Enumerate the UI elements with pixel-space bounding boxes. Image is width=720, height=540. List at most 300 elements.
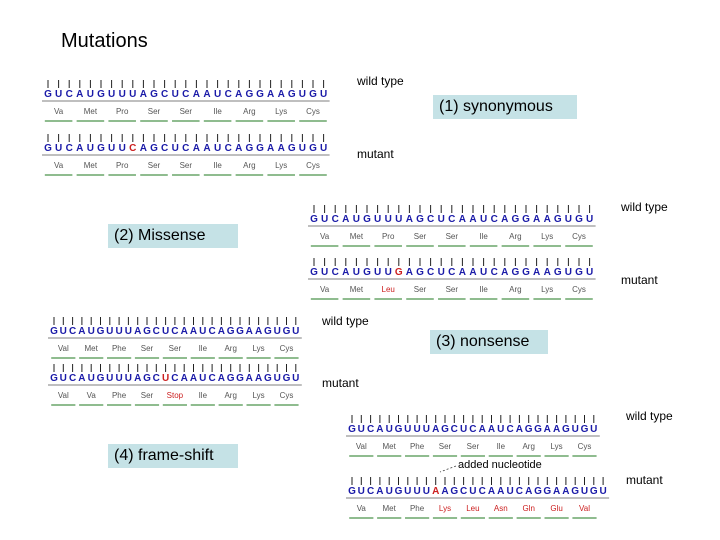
nonsense-wild-amino-acid: Lys (252, 344, 265, 353)
frameshift-mutant-amino-acid: Met (382, 504, 396, 513)
nonsense-mutant-base: A (189, 373, 198, 384)
synonymous-wild-base: U (86, 89, 95, 100)
missense-wild-base: U (395, 214, 403, 225)
nonsense-mutant-amino-acid: Lys (252, 391, 265, 400)
frameshift-mutant-base: U (385, 486, 393, 497)
missense-wild-amino-acid: Ser (413, 232, 427, 241)
nonsense-wild-base: G (264, 326, 272, 337)
frameshift-wild-base: G (348, 424, 356, 435)
missense-wild-base: U (564, 214, 573, 225)
frameshift-mutant-base: U (357, 486, 365, 497)
frameshift-wild-amino-acid: Arg (522, 442, 535, 451)
synonymous-wild-base: G (287, 89, 296, 100)
frameshift-wild-amino-acid: Cys (577, 442, 592, 451)
missense-wild-amino-acid: Met (349, 232, 364, 241)
synonymous-wild-amino-acid: Ile (213, 107, 222, 116)
nonsense-wild-base: G (236, 326, 244, 337)
missense-mutant-amino-acid: Ile (479, 285, 488, 294)
frameshift-wild-base: G (580, 424, 589, 435)
missense-wild-base: A (342, 214, 350, 225)
missense-mutant-base: A (469, 267, 477, 278)
missense-wild-amino-acid: Pro (381, 232, 395, 241)
nonsense-wild-amino-acid: Cys (279, 344, 294, 353)
nonsense-mutant-base: G (226, 373, 235, 384)
frameshift-mutant-base: C (459, 486, 468, 497)
nonsense-mutant-base: U (115, 373, 123, 384)
missense-wild-base: A (405, 214, 414, 225)
missense-mutant-amino-acid: Lys (541, 285, 554, 294)
synonymous-mutant-base: A (192, 143, 201, 154)
wild-type-label-synonymous: wild type (357, 74, 404, 88)
frameshift-wild-amino-acid: Met (382, 442, 396, 451)
missense-mutant-base: A (458, 267, 467, 278)
frameshift-wild-base: U (357, 424, 365, 435)
nonsense-wild-base: G (50, 326, 58, 337)
nonsense-wild-amino-acid: Met (84, 344, 98, 353)
nonsense-wild-base: A (217, 326, 226, 337)
frameshift-wild-amino-acid: Ser (438, 442, 452, 451)
missense-wild-amino-acid: Va (319, 232, 330, 241)
frameshift-mutant-base: A (441, 486, 449, 497)
nonsense-mutant-base: U (59, 373, 67, 384)
frameshift-wild-amino-acid: Phe (409, 442, 425, 451)
synonymous-mutant-base: U (118, 143, 126, 154)
synonymous-wild-base: U (54, 89, 63, 100)
nonsense-wild-base: U (124, 326, 133, 337)
synonymous-mutant-base: A (76, 143, 84, 154)
frameshift-wild-base: C (450, 424, 458, 435)
missense-mutant-base: U (564, 267, 573, 278)
missense-wild-base: G (553, 214, 562, 225)
nonsense-mutant-base: G (143, 373, 151, 384)
frameshift-wild-base: U (404, 424, 412, 435)
nonsense-mutant-base: U (161, 373, 170, 384)
synonymous-mutant-base: G (287, 143, 296, 154)
nonsense-wild-base: U (199, 326, 207, 337)
nonsense-wild-base: A (189, 326, 198, 337)
frameshift-mutant-base: A (376, 486, 384, 497)
synonymous-wild-base: C (65, 89, 73, 100)
frameshift-mutant-base: A (552, 486, 561, 497)
synonymous-mutant-base: U (213, 143, 222, 154)
missense-wild-base: U (352, 214, 361, 225)
synonymous-wild-base: U (319, 89, 328, 100)
frameshift-mutant-amino-acid: Asn (493, 504, 508, 513)
frameshift-wild-base: G (441, 424, 449, 435)
synonymous-wild-base: U (213, 89, 222, 100)
nonsense-mutant-base: C (208, 373, 216, 384)
synonymous-mutant-base: C (182, 143, 190, 154)
nonsense-mutant-amino-acid: Cys (279, 391, 294, 400)
missense-wild-amino-acid: Ser (445, 232, 459, 241)
nonsense-mutant-base: U (106, 373, 114, 384)
nonsense-mutant-amino-acid: Stop (166, 391, 184, 400)
synonymous-wild-base: A (235, 89, 243, 100)
frameshift-wild-base: A (487, 424, 496, 435)
synonymous-wild-base: C (224, 89, 232, 100)
missense-wild-base: A (501, 214, 509, 225)
frameshift-wild-base: G (524, 424, 533, 435)
synonymous-wild-base: G (150, 89, 158, 100)
synonymous-wild-amino-acid: Pro (115, 107, 129, 116)
missense-mutant-base: C (426, 267, 435, 278)
missense-mutant-amino-acid: Met (349, 285, 364, 294)
frameshift-mutant-base: G (534, 486, 542, 497)
nonsense-wild-base: G (226, 326, 235, 337)
synonymous-mutant-amino-acid: Ser (179, 161, 193, 170)
synonymous-wild-amino-acid: Ser (179, 107, 193, 116)
synonymous-wild-base: G (245, 89, 254, 100)
frameshift-wild-base: U (571, 424, 579, 435)
missense-wild-amino-acid: Cys (572, 232, 586, 241)
nonsense-wild-base: U (161, 326, 170, 337)
synonymous-mutant-amino-acid: Cys (306, 161, 320, 170)
synonymous-wild-base: A (76, 89, 84, 100)
missense-wild-base: C (331, 214, 339, 225)
frameshift-wild-base: A (515, 424, 524, 435)
nonsense-mutant-base: A (245, 373, 253, 384)
missense-wild-amino-acid: Lys (541, 232, 554, 241)
frameshift-mutant-base: G (450, 486, 459, 497)
synonymous-mutant-base: C (224, 143, 232, 154)
missense-wild-base: G (511, 214, 520, 225)
nonsense-mutant-amino-acid: Val (57, 391, 69, 400)
synonymous-mutant-base: G (245, 143, 254, 154)
nonsense-wild-base: G (96, 326, 105, 337)
nonsense-wild-base: A (134, 326, 142, 337)
frameshift-mutant-base: U (506, 486, 514, 497)
frameshift-mutant-base: A (525, 486, 533, 497)
synonymous-mutant-amino-acid: Ile (213, 161, 222, 170)
synonymous-wild-base: U (129, 89, 137, 100)
synonymous-wild-base: U (118, 89, 126, 100)
missense-mutant-base: U (479, 267, 488, 278)
synonymous-wild-base: A (192, 89, 201, 100)
synonymous-mutant-base: C (160, 143, 169, 154)
synonymous-mutant-base: U (54, 143, 63, 154)
synonymous-wild-base: U (107, 89, 116, 100)
synonymous-mutant-amino-acid: Va (53, 161, 64, 170)
missense-mutant-base: A (532, 267, 541, 278)
frameshift-mutant-base: G (394, 486, 403, 497)
wild-type-label-nonsense: wild type (322, 314, 369, 328)
nonsense-mutant-base: G (50, 373, 58, 384)
frameshift-mutant-amino-acid: Leu (466, 504, 480, 513)
nonsense-wild-amino-acid: Ile (198, 344, 208, 353)
nonsense-wild-base: A (78, 326, 86, 337)
synonymous-wild-base: G (44, 89, 52, 100)
nonsense-wild-base: A (254, 326, 263, 337)
frameshift-wild-base: U (385, 424, 393, 435)
synonymous-wild-amino-acid: Met (83, 107, 98, 116)
nonsense-wild-base: U (292, 326, 300, 337)
missense-mutant-base: C (490, 267, 498, 278)
synonymous-mutant-base: C (129, 143, 137, 154)
missense-wild-base: U (320, 214, 329, 225)
synonymous-mutant-amino-acid: Met (83, 161, 98, 170)
frameshift-wild-base: U (590, 424, 598, 435)
synonymous-mutant-base: U (107, 143, 116, 154)
nonsense-mutant-base: A (254, 373, 263, 384)
synonymous-mutant-base: G (256, 143, 264, 154)
frameshift-mutant-base: G (571, 486, 580, 497)
frameshift-wild-base: U (497, 424, 505, 435)
frameshift-mutant-amino-acid: Glu (550, 504, 563, 513)
missense-wild-base: U (384, 214, 392, 225)
missense-mutant-base: U (320, 267, 329, 278)
frameshift-mutant-base: U (413, 486, 421, 497)
synonymous-wild-base: A (277, 89, 285, 100)
synonymous-mutant-base: U (319, 143, 328, 154)
frameshift-mutant-base: C (478, 486, 486, 497)
missense-wild-amino-acid: Arg (509, 232, 522, 241)
synonymous-wild-base: A (203, 89, 211, 100)
synonymous-wild-amino-acid: Lys (275, 107, 288, 116)
missense-wild-base: C (426, 214, 435, 225)
missense-mutant-base: G (575, 267, 583, 278)
synonymous-mutant-base: A (235, 143, 243, 154)
nonsense-wild-amino-acid: Ser (140, 344, 154, 353)
missense-mutant-base: G (416, 267, 424, 278)
missense-mutant-amino-acid: Cys (572, 285, 586, 294)
missense-wild-base: G (363, 214, 371, 225)
missense-wild-base: G (310, 214, 318, 225)
nonsense-mutant-base: A (78, 373, 86, 384)
nonsense-wild-base: U (59, 326, 67, 337)
missense-mutant-base: G (363, 267, 371, 278)
frameshift-wild-base: U (459, 424, 468, 435)
synonymous-mutant-base: G (309, 143, 317, 154)
missense-mutant-base: G (553, 267, 562, 278)
page-title: Mutations (61, 30, 148, 52)
synonymous-mutant-amino-acid: Arg (243, 161, 256, 170)
missense-mutant-base: G (394, 267, 403, 278)
missense-mutant-base: U (585, 267, 594, 278)
missense-mutant-amino-acid: Va (319, 285, 330, 294)
frameshift-mutant-base: C (366, 486, 375, 497)
frameshift-wild-base: A (543, 424, 551, 435)
frameshift-wild-base: G (394, 424, 403, 435)
synonymous-mutant-base: G (150, 143, 158, 154)
nonsense-wild-amino-acid: Ser (168, 344, 182, 353)
nonsense-mutant-base: G (96, 373, 105, 384)
nonsense-wild-base: C (208, 326, 216, 337)
frameshift-mutant-amino-acid: Phe (409, 504, 425, 513)
wild-type-label-frameshift: wild type (626, 409, 673, 423)
synonymous-wild-base: A (139, 89, 148, 100)
frameshift-mutant-base: G (589, 486, 598, 497)
synonymous-mutant-base: A (203, 143, 211, 154)
frameshift-mutant-base: U (580, 486, 589, 497)
missense-mutant-amino-acid: Ser (445, 285, 459, 294)
missense-mutant-base: U (373, 267, 382, 278)
missense-mutant-amino-acid: Leu (381, 285, 395, 294)
nonsense-mutant-amino-acid: Va (86, 391, 96, 400)
missense-mutant-base: A (543, 267, 551, 278)
missense-mutant-base: U (437, 267, 445, 278)
frameshift-wild-amino-acid: Lys (550, 442, 563, 451)
missense-mutant-base: G (511, 267, 520, 278)
frameshift-wild-base: G (562, 424, 570, 435)
synonymous-mutant-base: A (277, 143, 285, 154)
synonymous-wild-base: U (171, 89, 179, 100)
missense-mutant-base: A (342, 267, 350, 278)
nonsense-mutant-base: U (199, 373, 207, 384)
missense-wild-base: A (469, 214, 477, 225)
synonymous-wild-base: A (266, 89, 275, 100)
mutant-label-frameshift: mutant (626, 473, 663, 487)
synonymous-mutant-amino-acid: Ser (147, 161, 161, 170)
missense-wild-base: A (543, 214, 551, 225)
frameshift-wild-base: C (469, 424, 477, 435)
missense-wild-base: C (448, 214, 456, 225)
nonsense-mutant-base: A (217, 373, 226, 384)
frameshift-mutant-base: A (487, 486, 496, 497)
frameshift-wild-base: G (534, 424, 542, 435)
frameshift-wild-base: U (413, 424, 421, 435)
frameshift-mutant-amino-acid: Val (579, 504, 590, 513)
nonsense-wild-base: A (180, 326, 188, 337)
nonsense-mutant-base: C (68, 373, 77, 384)
category-box-nonsense: (3) nonsense (430, 330, 548, 354)
nonsense-mutant-amino-acid: Arg (224, 391, 237, 400)
synonymous-wild-base: U (298, 89, 307, 100)
synonymous-mutant-amino-acid: Pro (115, 161, 129, 170)
mutant-label-synonymous: mutant (357, 147, 394, 161)
synonymous-wild-base: G (97, 89, 105, 100)
synonymous-mutant-base: A (139, 143, 148, 154)
nonsense-mutant-amino-acid: Phe (111, 391, 127, 400)
frameshift-mutant-base: C (515, 486, 524, 497)
nonsense-mutant-base: C (171, 373, 179, 384)
frameshift-mutant-amino-acid: Va (356, 504, 366, 513)
nonsense-wild-amino-acid: Arg (224, 344, 237, 353)
nonsense-mutant-amino-acid: Ile (198, 391, 208, 400)
frameshift-wild-amino-acid: Ser (466, 442, 480, 451)
synonymous-mutant-base: U (298, 143, 307, 154)
missense-wild-base: A (532, 214, 541, 225)
missense-wild-base: U (373, 214, 382, 225)
frameshift-wild-base: C (506, 424, 514, 435)
missense-wild-base: A (458, 214, 467, 225)
missense-mutant-base: C (448, 267, 456, 278)
frameshift-mutant-amino-acid: Lys (438, 504, 452, 513)
nonsense-wild-base: C (68, 326, 77, 337)
nonsense-wild-base: G (282, 326, 291, 337)
missense-wild-base: G (522, 214, 530, 225)
mutant-label-missense: mutant (621, 273, 658, 287)
nonsense-mutant-base: A (180, 373, 188, 384)
synonymous-wild-amino-acid: Arg (243, 107, 256, 116)
nonsense-wild-base: C (152, 326, 160, 337)
frameshift-mutant-base: U (469, 486, 477, 497)
synonymous-mutant-base: A (266, 143, 275, 154)
frameshift-wild-base: A (376, 424, 384, 435)
frameshift-wild-base: A (432, 424, 440, 435)
missense-wild-base: G (575, 214, 583, 225)
frameshift-mutant-base: G (543, 486, 552, 497)
nonsense-wild-amino-acid: Phe (111, 344, 127, 353)
missense-mutant-amino-acid: Arg (509, 285, 522, 294)
nonsense-mutant-base: U (124, 373, 133, 384)
synonymous-wild-base: C (160, 89, 169, 100)
frameshift-mutant-base: G (348, 486, 356, 497)
frameshift-wild-base: A (478, 424, 486, 435)
synonymous-wild-amino-acid: Cys (306, 107, 320, 116)
synonymous-wild-base: G (309, 89, 317, 100)
wild-type-label-missense: wild type (621, 200, 668, 214)
frameshift-mutant-base: U (404, 486, 412, 497)
nonsense-wild-base: U (87, 326, 95, 337)
missense-wild-base: U (437, 214, 445, 225)
synonymous-mutant-base: C (65, 143, 73, 154)
missense-mutant-base: U (384, 267, 392, 278)
synonymous-wild-base: G (256, 89, 264, 100)
missense-mutant-base: C (331, 267, 339, 278)
added-nucleotide-annotation: added nucleotide (458, 459, 542, 471)
nonsense-wild-base: U (273, 326, 281, 337)
nonsense-mutant-base: C (152, 373, 160, 384)
nonsense-wild-base: U (106, 326, 114, 337)
frameshift-wild-amino-acid: Val (355, 442, 367, 451)
frameshift-wild-amino-acid: Ile (496, 442, 506, 451)
nonsense-mutant-base: G (282, 373, 291, 384)
nonsense-wild-amino-acid: Val (57, 344, 69, 353)
synonymous-mutant-base: G (44, 143, 52, 154)
frameshift-wild-base: U (422, 424, 431, 435)
category-box-missense: (2) Missense (108, 224, 238, 248)
missense-wild-base: U (585, 214, 594, 225)
mutant-label-nonsense: mutant (322, 376, 359, 390)
nonsense-wild-base: A (245, 326, 253, 337)
nonsense-mutant-base: G (264, 373, 272, 384)
frameshift-mutant-base: U (599, 486, 607, 497)
frameshift-mutant-base: U (422, 486, 431, 497)
nonsense-mutant-base: U (273, 373, 281, 384)
nonsense-mutant-base: U (87, 373, 95, 384)
frameshift-mutant-amino-acid: Gln (522, 504, 535, 513)
synonymous-mutant-base: G (97, 143, 105, 154)
missense-mutant-base: U (352, 267, 361, 278)
frameshift-mutant-base: A (562, 486, 570, 497)
nonsense-mutant-base: G (236, 373, 244, 384)
frameshift-wild-base: C (366, 424, 375, 435)
synonymous-mutant-base: U (86, 143, 95, 154)
synonymous-mutant-base: U (171, 143, 179, 154)
nonsense-wild-base: U (115, 326, 123, 337)
synonymous-wild-amino-acid: Va (53, 107, 64, 116)
frameshift-wild-base: A (552, 424, 561, 435)
nonsense-mutant-base: U (292, 373, 300, 384)
nonsense-mutant-amino-acid: Ser (140, 391, 154, 400)
frameshift-mutant-base: A (432, 486, 440, 497)
missense-wild-base: C (490, 214, 498, 225)
frameshift-mutant-base: A (497, 486, 505, 497)
missense-mutant-base: G (522, 267, 530, 278)
synonymous-wild-amino-acid: Ser (147, 107, 161, 116)
missense-wild-base: U (479, 214, 488, 225)
category-box-frameshift: (4) frame-shift (108, 444, 238, 468)
category-box-synonymous: (1) synonymous (433, 95, 577, 119)
missense-mutant-base: A (501, 267, 509, 278)
missense-mutant-base: G (310, 267, 318, 278)
missense-mutant-base: A (405, 267, 414, 278)
missense-wild-amino-acid: Ile (479, 232, 488, 241)
nonsense-wild-base: C (171, 326, 179, 337)
missense-wild-base: G (416, 214, 424, 225)
synonymous-wild-base: C (182, 89, 190, 100)
annotation-leader (440, 466, 456, 472)
